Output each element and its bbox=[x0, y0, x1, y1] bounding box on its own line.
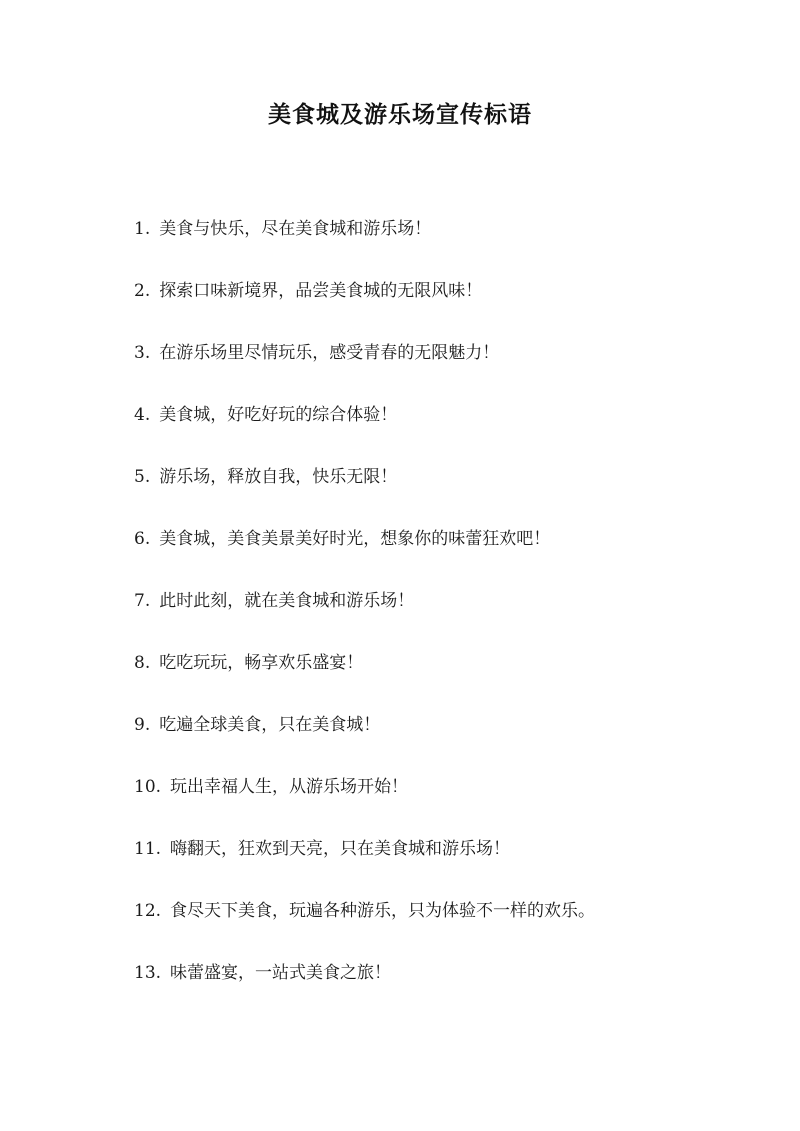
slogan-item bbox=[134, 774, 595, 836]
slogan-number: 7. bbox=[134, 591, 151, 611]
slogan-text: 美食城，美食美景美好时光，想象你的味蕾狂欢吧！ bbox=[159, 529, 551, 549]
slogan-item bbox=[134, 836, 595, 898]
slogan-item bbox=[134, 526, 595, 588]
slogan-number: 13. bbox=[134, 963, 162, 983]
slogan-number: 9. bbox=[134, 715, 151, 735]
slogan-text: 食尽天下美食，玩遍各种游乐，只为体验不一样的欢乐。 bbox=[170, 901, 596, 921]
slogan-number: 5. bbox=[134, 467, 151, 487]
slogan-item bbox=[134, 340, 595, 402]
slogan-item bbox=[134, 712, 595, 774]
slogan-text: 美食城，好吃好玩的综合体验！ bbox=[159, 405, 398, 425]
slogan-text: 美食与快乐，尽在美食城和游乐场！ bbox=[159, 219, 432, 239]
document-title: 美食城及游乐场宣传标语 bbox=[268, 101, 532, 128]
slogan-item bbox=[134, 898, 595, 960]
slogan-text: 玩出幸福人生，从游乐场开始！ bbox=[170, 777, 409, 797]
slogan-number: 8. bbox=[134, 653, 151, 673]
slogan-number: 11. bbox=[134, 839, 162, 859]
slogan-item bbox=[134, 588, 595, 650]
slogan-item bbox=[134, 464, 595, 526]
slogan-item bbox=[134, 650, 595, 712]
slogan-number: 2. bbox=[134, 281, 151, 301]
slogan-list bbox=[134, 216, 595, 1022]
slogan-text: 在游乐场里尽情玩乐，感受青春的无限魅力！ bbox=[159, 343, 500, 363]
slogan-number: 10. bbox=[134, 777, 162, 797]
slogan-number: 6. bbox=[134, 529, 151, 549]
slogan-text: 味蕾盛宴，一站式美食之旅！ bbox=[170, 963, 392, 983]
slogan-number: 1. bbox=[134, 219, 151, 239]
slogan-text: 此时此刻，就在美食城和游乐场！ bbox=[159, 591, 415, 611]
slogan-text: 吃吃玩玩，畅享欢乐盛宴！ bbox=[159, 653, 364, 673]
slogan-item bbox=[134, 216, 595, 278]
slogan-text: 嗨翻天，狂欢到天亮，只在美食城和游乐场！ bbox=[170, 839, 511, 859]
slogan-number: 3. bbox=[134, 343, 151, 363]
slogan-item bbox=[134, 960, 595, 1022]
slogan-text: 吃遍全球美食，只在美食城！ bbox=[159, 715, 381, 735]
slogan-item bbox=[134, 278, 595, 340]
slogan-text: 探索口味新境界，品尝美食城的无限风味！ bbox=[159, 281, 483, 301]
slogan-text: 游乐场，释放自我，快乐无限！ bbox=[159, 467, 398, 487]
slogan-item bbox=[134, 402, 595, 464]
slogan-number: 12. bbox=[134, 901, 162, 921]
slogan-number: 4. bbox=[134, 405, 151, 425]
